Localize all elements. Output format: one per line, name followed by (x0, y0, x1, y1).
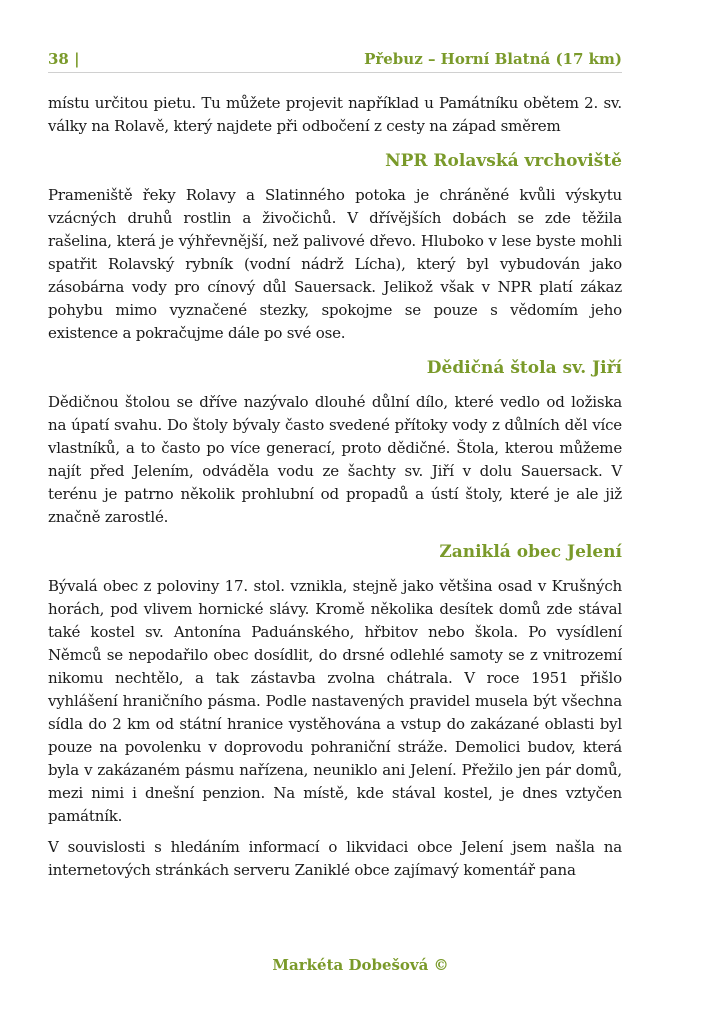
page-number: 38 | (48, 50, 80, 68)
page-content (48, 92, 622, 890)
section-paragraph: Dědičnou štolou se dříve nazývalo dlouhé důlní dílo, které vedlo od ložiska na úpatí svahu. Do štoly bývaly často svedené přítoky vody z důlních děl více vlastníků, a to často po více generací, proto dědičné. Štola, kterou můžeme najít před Jelením, odváděla vodu ze šachty sv. Jiří v dolu Sauersack. V terénu je patrno několik prohlubní od propadů a ústí štoly, které je ale již značně zarostlé. (48, 393, 622, 526)
section-heading-dedicna-stola: Dědičná štola sv. Jiří (426, 358, 622, 378)
running-title: Přebuz – Horní Blatná (17 km) (364, 50, 622, 68)
section-paragraph: Prameniště řeky Rolavy a Slatinného potoka je chráněné kvůli výskytu vzácných druhů rostlin a živočichů. V dřívějších dobách se zde těžila rašelina, která je výhřevnější, než palivové dřevo. Hluboko v lese byste mohli spatřit Rolavský rybník (vodní nádrž Lícha), který byl vybudován jako zásobárna vody pro cínový důl Sauersack. Jelikož však v NPR platí zákaz pohybu mimo vyznačené stezky, spokojme se pouze s vědomím jeho existence a pokračujme dále po své ose. (48, 186, 622, 342)
intro-paragraph: místu určitou pietu. Tu můžete projevit například u Památníku obětem 2. sv. války na Rolavě, který najdete při odbočení z cesty na západ směrem (48, 94, 622, 135)
section-paragraph: V souvislosti s hledáním informací o likvidaci obce Jelení jsem našla na internetových stránkách serveru Zaniklé obce zajímavý komentář pana (48, 838, 622, 879)
section-heading-npr-rolavska-vrchoviste: NPR Rolavská vrchoviště (385, 151, 622, 171)
section-paragraph: Bývalá obec z poloviny 17. stol. vznikla, stejně jako většina osad v Krušných horách, pod vlivem hornické slávy. Kromě několika desítek domů zde stával také kostel sv. Antonína Paduánského, hřbitov nebo škola. Po vysídlení Němců se nepodařilo obec dosídlit, do drsné odlehlé samoty se z vnitrozemí nikomu nechtělo, a tak zástavba zvolna chátrala. V roce 1951 přišlo vyhlášení hraničního pásma. Podle nastavených pravidel musela být všechna sídla do 2 km od státní hranice vystěhována a vstup do zakázané oblasti byl pouze na povolenku v doprovodu pohraniční stráže. Demolici budov, která byla v zakázaném pásmu nařízena, neuniklo ani Jelení. Přežilo jen pár domů, mezi nimi i dnešní penzion. Na místě, kde stával kostel, je dnes vztyčen památník. (48, 577, 622, 825)
page-footer-author: Markéta Dobešová © (272, 956, 449, 974)
page-header (48, 50, 622, 74)
header-divider (48, 72, 622, 73)
section-heading-zanikla-obec-jeleni: Zaniklá obec Jelení (439, 542, 622, 562)
